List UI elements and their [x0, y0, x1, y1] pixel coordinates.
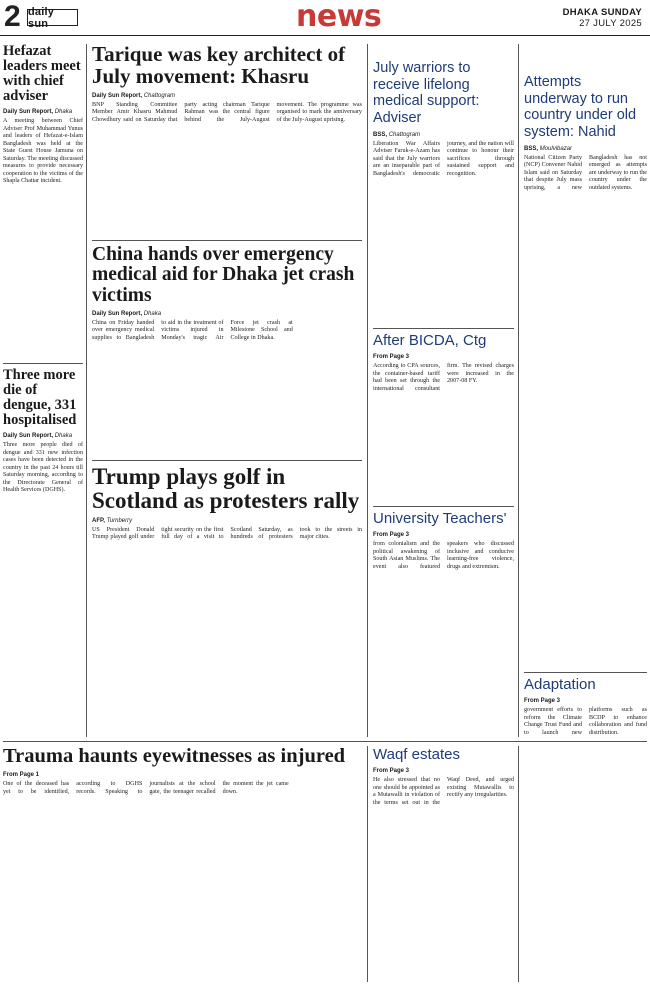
byline: Daily Sun Report, Dhaka [92, 310, 162, 317]
byline: From Page 3 [373, 532, 410, 539]
story-adaptation [524, 676, 647, 982]
headline: After BICDA, Ctg [373, 332, 487, 349]
column-rule [518, 746, 519, 982]
story-rule [373, 328, 514, 329]
headline: Trump plays golf in Scotland as protesters rally [92, 465, 360, 513]
article-body: from colonialism and the political awakening of South Asian Muslims. The event also featured speakers who discussed inclusive and conducive learning-free violence, drugs and extremism. [373, 541, 514, 570]
section-title: news [296, 0, 382, 34]
column-rule [86, 44, 87, 737]
byline: AFP, Turnberry [92, 517, 133, 524]
story-china [92, 245, 362, 457]
story-trump [92, 465, 362, 737]
column-rule [367, 746, 368, 982]
page-number: 2 [4, 0, 21, 33]
article-body: One of the deceased has yet to be identified, according to DGHS records. Speaking to journalists at the school gate, the teenager recalled the moment the jet came down. [3, 781, 289, 795]
article-body: government efforts to reform the Climate Change Trust Fund and to launch new platforms such as BCDP to enhance collaboration and fund distribution. [524, 707, 647, 736]
story-rule [524, 672, 647, 673]
story-hefazat [3, 44, 83, 360]
byline: Daily Sun Report, Dhaka [3, 433, 73, 440]
byline: BSS, Moulvibazar [524, 145, 573, 152]
headline: July warriors to receive lifelong medical support: Adviser [373, 60, 480, 127]
headline: Adaptation [524, 676, 596, 693]
story-rule [92, 460, 362, 461]
article-body: National Citizen Party (NCP) Convener Nahid Islam said on Saturday that despite July mass uprising, a new Bangladesh has not emerged as attempts are underway to run the country under the outdated systems. [524, 154, 647, 191]
headline: Waqf estates [373, 746, 460, 763]
headline: China hands over emergency medical aid for Dhaka jet crash victims [92, 245, 355, 306]
byline: Daily Sun Report, Chattogram [92, 92, 176, 99]
story-july-warriors [373, 60, 514, 325]
headline: Tarique was key architect of July movement: Khasru [92, 44, 346, 88]
article-body: A meeting between Chief Adviser Prof Muhammad Yunus and leaders of Hefazat-e-Islam Bangladesh was held at the State Guest House Jamuna on Saturday. The meeting discussed measures to provide necessary cooperation to the victims of the Shapla Chattar incident. [3, 118, 83, 185]
article-body: BNP Standing Committee Member Amir Khasru Mahmud Chowdhury said on Saturday that party acting chairman Tarique Rahman was the central figure behind the July-August movement. The programme was organised to mark the anniversary of the July-August uprising. [92, 101, 362, 123]
byline: From Page 3 [524, 698, 561, 705]
column-rule [518, 44, 519, 737]
byline: BSS, Chattogram [373, 131, 421, 138]
article-body: Three more people died of dengue and 331 new infection cases have been detected in the country in the past 24 hours till Saturday morning, according to the Directorate General of Health Services (DGHS). [3, 442, 83, 494]
story-rule [373, 506, 514, 507]
headline: Three more die of dengue, 331 hospitalised [3, 368, 77, 429]
byline: From Page 3 [373, 354, 410, 361]
story-rule [92, 240, 362, 241]
story-rule [3, 363, 83, 364]
article-body: According to CPA sources, the container-based tariff had been set through the international consultant firm. The revised charges were increased in the 2007-08 FY. [373, 363, 514, 392]
story-teachers [373, 510, 514, 737]
story-dengue [3, 368, 83, 736]
city-day: DHAKA SUNDAY [562, 7, 642, 18]
story-trauma [3, 746, 362, 982]
article-body: China on Friday handed over emergency medical supplies to Bangladesh to aid in the treatment of victims injured in Monday's tragic Air Force jet crash at Milestone School and College in Dhaka. [92, 319, 293, 341]
article-body: He also stressed that no one should be appointed as a Mutawalli in violation of the terms set out in the Waqf Deed, and urged existing Mutawallis to rectify any irregularities. [373, 777, 514, 806]
story-waqf [373, 746, 514, 982]
byline: From Page 3 [373, 768, 410, 775]
newspaper-logo: daily sun [27, 9, 78, 26]
issue-date: 27 JULY 2025 [579, 18, 642, 29]
headline: Attempts underway to run country under old system: Nahid [524, 74, 637, 141]
story-attempts [524, 74, 647, 668]
story-tarique [92, 44, 362, 236]
masthead [0, 0, 650, 36]
column-rule [367, 44, 368, 737]
article-body: US President Donald Trump played golf under tight security on the first full day of a visit to Scotland Saturday, as hundreds of protesters took to the streets in major cities. [92, 526, 362, 541]
article-body: Liberation War Affairs Adviser Faruk-e-Azam has said that the July warriors are an inseparable part of Bangladesh's democratic journey, and the nation will continue to honour their sacrifices through sustained support and recognition. [373, 140, 514, 177]
byline: Daily Sun Report, Dhaka [3, 109, 73, 116]
headline: Trauma haunts eyewitnesses as injured [3, 746, 346, 767]
headline: University Teachers' [373, 510, 507, 527]
story-bicda [373, 332, 514, 502]
byline: From Page 1 [3, 772, 40, 779]
headline: Hefazat leaders meet with chief adviser [3, 44, 81, 105]
